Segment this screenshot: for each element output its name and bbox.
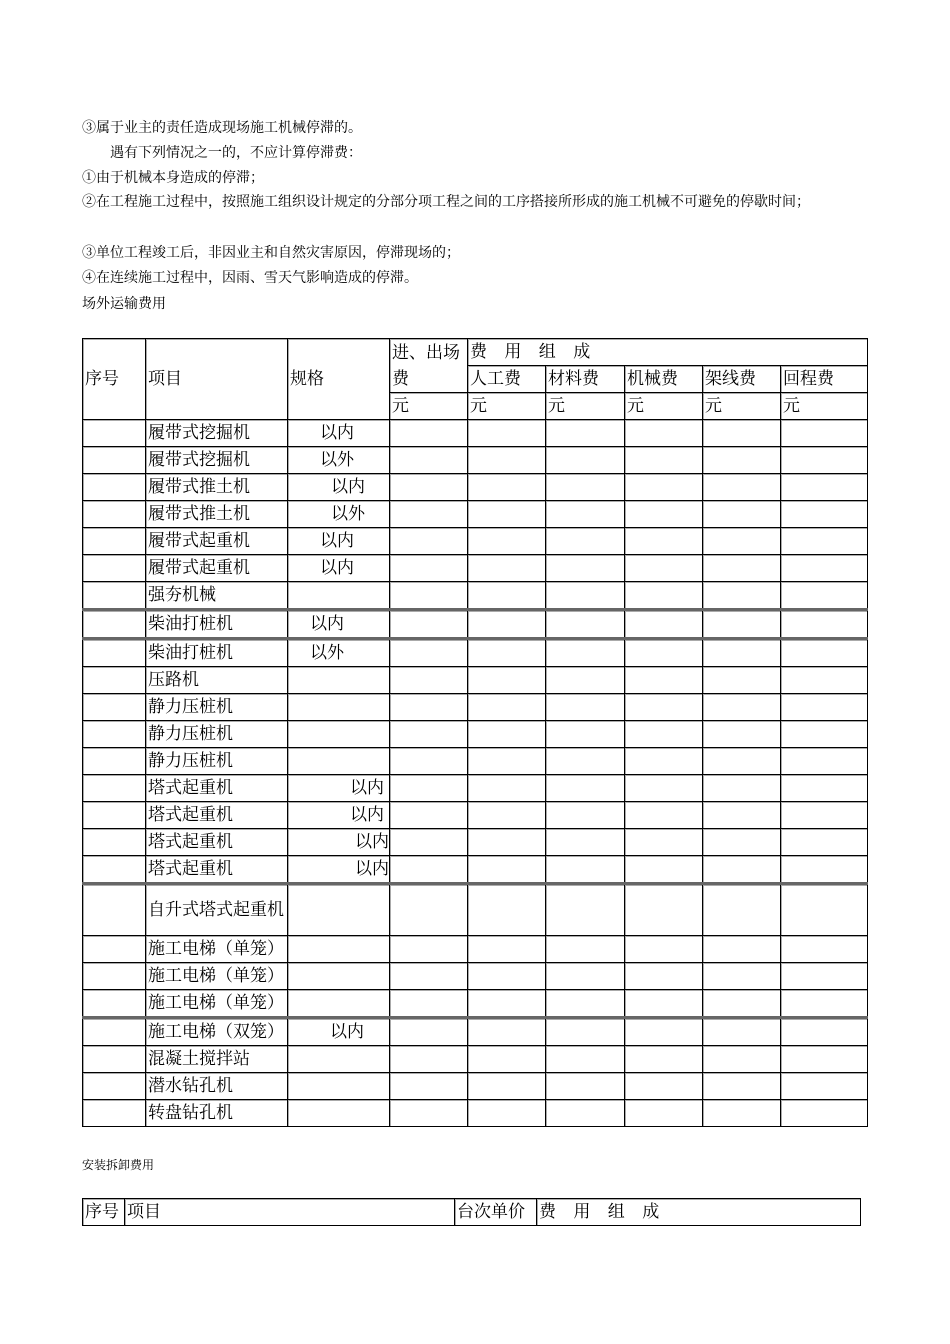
table-row (83, 802, 868, 829)
cost-cell (546, 1046, 625, 1073)
spec-cell: 以内 (288, 528, 390, 555)
seq-cell (83, 884, 146, 936)
table-row (83, 1046, 868, 1073)
cost-cell (781, 501, 868, 528)
header-wiring: 架线费 (703, 366, 781, 393)
spec-cell: 以内 (288, 775, 390, 802)
table-row (83, 639, 868, 667)
cost-cell (703, 856, 781, 884)
cost-cell (625, 582, 703, 610)
cost-cell (625, 884, 703, 936)
seq-cell (83, 447, 146, 474)
table-row (83, 610, 868, 639)
table-row (83, 1073, 868, 1100)
cost-cell (546, 748, 625, 775)
table-row (83, 501, 868, 528)
item-cell: 履带式挖掘机 (146, 420, 288, 447)
cost-cell (781, 963, 868, 990)
cost-cell (468, 694, 546, 721)
cost-cell (781, 936, 868, 963)
cost-cell (625, 1046, 703, 1073)
seq-cell (83, 639, 146, 667)
seq-cell (83, 582, 146, 610)
table-row (83, 1018, 868, 1046)
seq-cell (83, 420, 146, 447)
cost-cell (390, 748, 468, 775)
cost-cell (781, 610, 868, 639)
item-cell: 压路机 (146, 667, 288, 694)
cost-cell (703, 694, 781, 721)
cost-cell (625, 990, 703, 1018)
seq-cell (83, 802, 146, 829)
unit-cell: 元 (625, 393, 703, 420)
cost-cell (781, 528, 868, 555)
cost-cell (625, 1073, 703, 1100)
cost-cell (625, 936, 703, 963)
cost-cell (703, 1018, 781, 1046)
header-labor: 人工费 (468, 366, 546, 393)
cost-cell (703, 802, 781, 829)
cost-cell (468, 721, 546, 748)
cost-cell (703, 639, 781, 667)
table-row (83, 884, 868, 936)
header-item: 项目 (125, 1199, 455, 1226)
seq-cell (83, 1100, 146, 1127)
seq-cell (83, 610, 146, 639)
cost-cell (703, 474, 781, 501)
cost-cell (703, 990, 781, 1018)
table-row (83, 748, 868, 775)
item-cell: 履带式起重机 (146, 528, 288, 555)
header-unit-price: 台次单价 (455, 1199, 537, 1226)
table-row (83, 829, 868, 856)
header-inout: 进、出场费 (390, 339, 468, 393)
cost-cell (781, 1073, 868, 1100)
cost-cell (625, 694, 703, 721)
cost-cell (390, 1100, 468, 1127)
cost-cell (781, 420, 868, 447)
cost-cell (625, 528, 703, 555)
spec-cell (288, 582, 390, 610)
cost-cell (468, 936, 546, 963)
cost-cell (625, 963, 703, 990)
seq-cell (83, 528, 146, 555)
cost-cell (703, 1100, 781, 1127)
cost-cell (468, 856, 546, 884)
cost-cell (468, 420, 546, 447)
cost-cell (625, 856, 703, 884)
transport-cost-table (82, 338, 868, 1127)
cost-cell (468, 639, 546, 667)
header-cost-composition: 费 用 组 成 (468, 339, 868, 366)
table-row (83, 447, 868, 474)
table-row (83, 555, 868, 582)
spec-cell (288, 667, 390, 694)
paragraph-1: ③属于业主的责任造成现场施工机械停滞的。 (82, 120, 362, 136)
item-cell: 静力压桩机 (146, 748, 288, 775)
cost-cell (703, 748, 781, 775)
paragraph-6: ④在连续施工过程中，因雨、雪天气影响造成的停滞。 (82, 270, 418, 286)
cost-cell (546, 582, 625, 610)
header-cost-composition: 费 用 组 成 (537, 1199, 861, 1226)
cost-cell (625, 639, 703, 667)
cost-cell (390, 528, 468, 555)
paragraph-4: ②在工程施工过程中，按照施工组织设计规定的分部分项工程之间的工序搭接所形成的施工机械不可避免的停歇时间； (82, 194, 810, 210)
cost-cell (781, 447, 868, 474)
unit-cell: 元 (703, 393, 781, 420)
cost-cell (625, 829, 703, 856)
paragraph-3: ①由于机械本身造成的停滞； (82, 170, 264, 186)
paragraph-2: 遇有下列情况之一的，不应计算停滞费： (110, 145, 362, 161)
cost-cell (703, 555, 781, 582)
cost-cell (390, 884, 468, 936)
item-cell: 柴油打桩机 (146, 639, 288, 667)
cost-cell (546, 528, 625, 555)
cost-cell (390, 694, 468, 721)
spec-cell (288, 748, 390, 775)
cost-cell (468, 963, 546, 990)
cost-cell (546, 884, 625, 936)
seq-cell (83, 1018, 146, 1046)
item-cell: 施工电梯（单笼） (146, 990, 288, 1018)
cost-cell (625, 555, 703, 582)
cost-cell (468, 775, 546, 802)
table-row (83, 963, 868, 990)
item-cell: 履带式推土机 (146, 474, 288, 501)
cost-cell (781, 667, 868, 694)
install-cost-table (82, 1198, 861, 1226)
header-spec: 规格 (288, 339, 390, 420)
cost-cell (468, 501, 546, 528)
cost-cell (468, 610, 546, 639)
cost-cell (703, 1046, 781, 1073)
cost-cell (468, 1018, 546, 1046)
item-cell: 履带式挖掘机 (146, 447, 288, 474)
table-row (83, 721, 868, 748)
cost-cell (390, 639, 468, 667)
item-cell: 转盘钻孔机 (146, 1100, 288, 1127)
cost-cell (703, 501, 781, 528)
cost-cell (546, 447, 625, 474)
cost-cell (781, 829, 868, 856)
cost-cell (390, 1046, 468, 1073)
cost-cell (390, 856, 468, 884)
header-machinery: 机械费 (625, 366, 703, 393)
cost-cell (625, 474, 703, 501)
cost-cell (468, 1046, 546, 1073)
spec-cell (288, 963, 390, 990)
table-header-row (83, 339, 868, 366)
cost-cell (546, 420, 625, 447)
header-seq: 序号 (83, 1199, 125, 1226)
cost-cell (781, 1100, 868, 1127)
cost-cell (781, 856, 868, 884)
cost-cell (468, 990, 546, 1018)
paragraph-5: ③单位工程竣工后，非因业主和自然灾害原因，停滞现场的； (82, 245, 460, 261)
cost-cell (468, 1100, 546, 1127)
cost-cell (546, 990, 625, 1018)
cost-cell (546, 639, 625, 667)
cost-cell (703, 420, 781, 447)
cost-cell (625, 501, 703, 528)
cost-cell (546, 555, 625, 582)
cost-cell (781, 1018, 868, 1046)
header-seq: 序号 (83, 339, 146, 420)
seq-cell (83, 1073, 146, 1100)
transport-table-body (83, 420, 868, 1127)
seq-cell (83, 963, 146, 990)
item-cell: 塔式起重机 (146, 802, 288, 829)
item-cell: 强夯机械 (146, 582, 288, 610)
cost-cell (390, 829, 468, 856)
cost-cell (546, 474, 625, 501)
cost-cell (781, 1046, 868, 1073)
cost-cell (390, 610, 468, 639)
cost-cell (468, 748, 546, 775)
cost-cell (703, 829, 781, 856)
cost-cell (703, 447, 781, 474)
table-row (83, 990, 868, 1018)
cost-cell (390, 1018, 468, 1046)
cost-cell (781, 474, 868, 501)
table-row (83, 667, 868, 694)
spec-cell (288, 884, 390, 936)
cost-cell (546, 1018, 625, 1046)
cost-cell (390, 420, 468, 447)
spec-cell: 以外 (288, 501, 390, 528)
cost-cell (625, 1100, 703, 1127)
item-cell: 静力压桩机 (146, 721, 288, 748)
cost-cell (625, 802, 703, 829)
cost-cell (546, 829, 625, 856)
cost-cell (468, 802, 546, 829)
cost-cell (546, 936, 625, 963)
seq-cell (83, 829, 146, 856)
spec-cell: 以内 (288, 474, 390, 501)
cost-cell (546, 667, 625, 694)
cost-cell (625, 667, 703, 694)
item-cell: 柴油打桩机 (146, 610, 288, 639)
seq-cell (83, 936, 146, 963)
cost-cell (781, 884, 868, 936)
cost-cell (546, 694, 625, 721)
cost-cell (703, 582, 781, 610)
unit-cell: 元 (781, 393, 868, 420)
cost-cell (546, 721, 625, 748)
cost-cell (781, 990, 868, 1018)
cost-cell (546, 610, 625, 639)
cost-cell (703, 963, 781, 990)
seq-cell (83, 555, 146, 582)
cost-cell (546, 1100, 625, 1127)
table-row (83, 936, 868, 963)
header-return: 回程费 (781, 366, 868, 393)
cost-cell (781, 802, 868, 829)
spec-cell: 以内 (288, 829, 390, 856)
table-row (83, 582, 868, 610)
item-cell: 塔式起重机 (146, 829, 288, 856)
cost-cell (468, 474, 546, 501)
cost-cell (390, 990, 468, 1018)
spec-cell (288, 1073, 390, 1100)
cost-cell (546, 963, 625, 990)
cost-cell (390, 1073, 468, 1100)
cost-cell (781, 555, 868, 582)
cost-cell (546, 775, 625, 802)
cost-cell (390, 667, 468, 694)
cost-cell (468, 667, 546, 694)
cost-cell (781, 639, 868, 667)
unit-cell: 元 (468, 393, 546, 420)
cost-cell (703, 667, 781, 694)
spec-cell (288, 1046, 390, 1073)
cost-cell (390, 802, 468, 829)
cost-cell (390, 555, 468, 582)
spec-cell (288, 1100, 390, 1127)
table-row (83, 694, 868, 721)
spec-cell (288, 694, 390, 721)
item-cell: 塔式起重机 (146, 856, 288, 884)
cost-cell (468, 555, 546, 582)
seq-cell (83, 856, 146, 884)
unit-cell: 元 (546, 393, 625, 420)
cost-cell (625, 721, 703, 748)
table-row (83, 420, 868, 447)
cost-cell (468, 528, 546, 555)
cost-cell (468, 582, 546, 610)
item-cell: 履带式推土机 (146, 501, 288, 528)
table-row (83, 775, 868, 802)
seq-cell (83, 501, 146, 528)
cost-cell (781, 694, 868, 721)
cost-cell (625, 775, 703, 802)
cost-cell (625, 748, 703, 775)
cost-cell (703, 936, 781, 963)
spec-cell: 以内 (288, 856, 390, 884)
spec-cell: 以内 (288, 420, 390, 447)
seq-cell (83, 667, 146, 694)
item-cell: 施工电梯（单笼） (146, 963, 288, 990)
item-cell: 施工电梯（单笼） (146, 936, 288, 963)
item-cell: 静力压桩机 (146, 694, 288, 721)
table-row (83, 1100, 868, 1127)
cost-cell (546, 802, 625, 829)
cost-cell (703, 610, 781, 639)
spec-cell (288, 721, 390, 748)
cost-cell (781, 748, 868, 775)
cost-cell (390, 963, 468, 990)
item-cell: 施工电梯（双笼） (146, 1018, 288, 1046)
cost-cell (781, 721, 868, 748)
spec-cell: 以外 (288, 639, 390, 667)
cost-cell (625, 420, 703, 447)
cost-cell (625, 1018, 703, 1046)
item-cell: 潜水钻孔机 (146, 1073, 288, 1100)
cost-cell (546, 501, 625, 528)
header-material: 材料费 (546, 366, 625, 393)
cost-cell (703, 775, 781, 802)
spec-cell: 以外 (288, 447, 390, 474)
cost-cell (781, 582, 868, 610)
spec-cell: 以内 (288, 802, 390, 829)
cost-cell (468, 884, 546, 936)
spec-cell: 以内 (288, 1018, 390, 1046)
seq-cell (83, 1046, 146, 1073)
spec-cell: 以内 (288, 610, 390, 639)
item-cell: 混凝土搅拌站 (146, 1046, 288, 1073)
cost-cell (390, 447, 468, 474)
cost-cell (390, 721, 468, 748)
table-row (83, 856, 868, 884)
section-title-install: 安装拆卸费用 (82, 1158, 155, 1172)
cost-cell (625, 610, 703, 639)
cost-cell (390, 936, 468, 963)
table-header-row (83, 1199, 861, 1226)
spec-cell (288, 936, 390, 963)
cost-cell (546, 1073, 625, 1100)
seq-cell (83, 694, 146, 721)
seq-cell (83, 990, 146, 1018)
item-cell: 塔式起重机 (146, 775, 288, 802)
cost-cell (468, 447, 546, 474)
section-title-transport: 场外运输费用 (82, 296, 166, 312)
seq-cell (83, 721, 146, 748)
cost-cell (390, 501, 468, 528)
cost-cell (781, 775, 868, 802)
cost-cell (703, 1073, 781, 1100)
cost-cell (546, 856, 625, 884)
cost-cell (468, 829, 546, 856)
table-row (83, 528, 868, 555)
cost-cell (703, 528, 781, 555)
seq-cell (83, 474, 146, 501)
seq-cell (83, 748, 146, 775)
cost-cell (468, 1073, 546, 1100)
unit-cell: 元 (390, 393, 468, 420)
item-cell: 自升式塔式起重机 (146, 884, 288, 936)
cost-cell (703, 884, 781, 936)
header-item: 项目 (146, 339, 288, 420)
cost-cell (703, 721, 781, 748)
spec-cell (288, 990, 390, 1018)
cost-cell (625, 447, 703, 474)
spec-cell: 以内 (288, 555, 390, 582)
cost-cell (390, 775, 468, 802)
item-cell: 履带式起重机 (146, 555, 288, 582)
cost-cell (390, 582, 468, 610)
seq-cell (83, 775, 146, 802)
cost-cell (390, 474, 468, 501)
table-row (83, 474, 868, 501)
